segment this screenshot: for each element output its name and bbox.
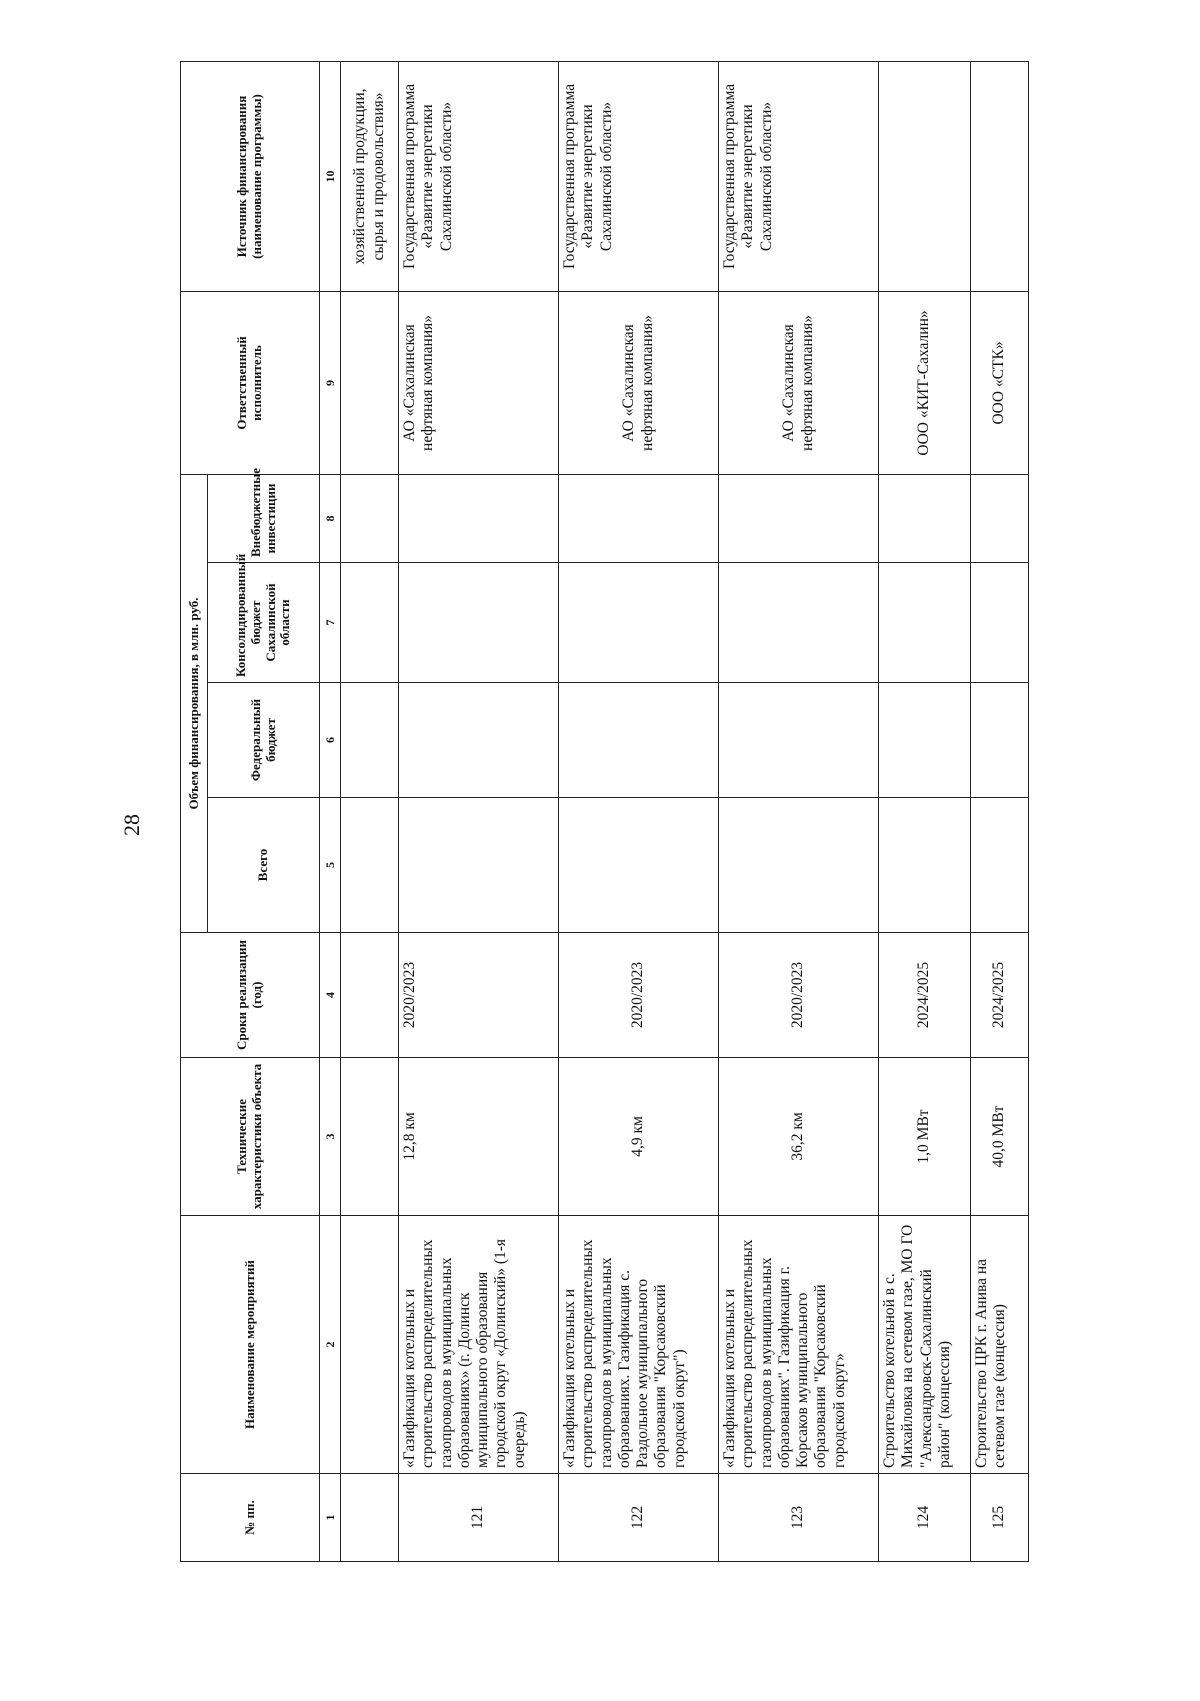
row-period: 2020/2023 <box>559 933 719 1058</box>
row-federal <box>399 683 559 798</box>
column-number: 7 <box>320 563 341 683</box>
header-extra: Внебюджетные инвестиции <box>208 474 320 562</box>
row-period: 2020/2023 <box>399 933 559 1058</box>
continuation-source: хозяйственной продукции, сырья и продовольствия» <box>341 61 399 291</box>
row-num: 125 <box>971 1474 1029 1562</box>
row-regional <box>559 563 719 683</box>
row-source: Государственная программа «Развитие энергетики Сахалинской области» <box>399 61 559 291</box>
row-regional <box>971 563 1029 683</box>
row-period: 2024/2025 <box>879 933 971 1058</box>
row-num: 121 <box>399 1474 559 1562</box>
row-source: Государственная программа «Развитие энергетики Сахалинской области» <box>559 61 719 291</box>
header-period: Сроки реализации (год) <box>181 933 320 1058</box>
row-period: 2020/2023 <box>719 933 879 1058</box>
column-number: 10 <box>320 61 341 291</box>
row-name: Строительство ЦРК г. Анива на сетевом газе (концессия) <box>971 1216 1029 1474</box>
row-tech: 1,0 МВт <box>879 1058 971 1216</box>
row-tech: 4,9 км <box>559 1058 719 1216</box>
column-number: 4 <box>320 933 341 1058</box>
row-source <box>879 61 971 291</box>
header-source: Источник финансирования (наименование программы) <box>181 61 320 291</box>
row-tech: 36,2 км <box>719 1058 879 1216</box>
rotated-table-container <box>180 62 1070 1562</box>
row-name: «Газификация котельных и строительство распределительных газопроводов в муниципальных образованиях". Газификация г. Корсаков муниципального образования "Корсаковский городской округ» <box>719 1216 879 1474</box>
row-executor: ООО «СТК» <box>971 291 1029 474</box>
row-extra <box>719 474 879 562</box>
header-num: № пп. <box>181 1474 320 1562</box>
row-tech: 12,8 км <box>399 1058 559 1216</box>
row-executor: АО «Сахалинская нефтяная компания» <box>399 291 559 474</box>
row-executor: ООО «КИТ-Сахалин» <box>879 291 971 474</box>
row-federal <box>559 683 719 798</box>
row-federal <box>719 683 879 798</box>
row-extra <box>971 474 1029 562</box>
column-number: 8 <box>320 474 341 562</box>
table-row <box>559 61 719 1561</box>
table-row <box>879 61 971 1561</box>
row-total <box>971 798 1029 933</box>
row-regional <box>879 563 971 683</box>
row-total <box>719 798 879 933</box>
row-extra <box>559 474 719 562</box>
header-total: Всего <box>208 798 320 933</box>
table-row <box>399 61 559 1561</box>
row-executor: АО «Сахалинская нефтяная компания» <box>559 291 719 474</box>
row-name: «Газификация котельных и строительство распределительных газопроводов в муниципальных образованиях. Газификация с. Раздольное муниципального образования "Корсаковский городской округ") <box>559 1216 719 1474</box>
page-number: 28 <box>119 814 144 836</box>
row-total <box>559 798 719 933</box>
row-name: «Газификация котельных и строительство распределительных газопроводов в муниципальных образованиях» (г. Долинск муниципального образования городской округ «Долинский» (1-я очередь) <box>399 1216 559 1474</box>
row-extra <box>879 474 971 562</box>
row-total <box>879 798 971 933</box>
row-name: Строительство котельной в с. Михайловка на сетевом газе, МО ГО "Александровск-Сахалинский район" (концессия) <box>879 1216 971 1474</box>
row-num: 124 <box>879 1474 971 1562</box>
column-number: 2 <box>320 1216 341 1474</box>
row-regional <box>719 563 879 683</box>
header-executor: Ответственный исполнитель <box>181 291 320 474</box>
table-row <box>719 61 879 1561</box>
column-number: 5 <box>320 798 341 933</box>
row-num: 123 <box>719 1474 879 1562</box>
row-federal <box>971 683 1029 798</box>
header-funding-group: Объем финансирования, в млн. руб. <box>181 474 208 932</box>
row-source <box>971 61 1029 291</box>
row-num: 122 <box>559 1474 719 1562</box>
column-number: 1 <box>320 1474 341 1562</box>
row-extra <box>399 474 559 562</box>
column-number: 9 <box>320 291 341 474</box>
header-regional: Консолидированный бюджет Сахалинской области <box>208 563 320 683</box>
column-number: 6 <box>320 683 341 798</box>
measures-table <box>180 61 1029 1562</box>
row-period: 2024/2025 <box>971 933 1029 1058</box>
header-federal: Федеральный бюджет <box>208 683 320 798</box>
row-tech: 40,0 МВт <box>971 1058 1029 1216</box>
header-tech: Технические характеристики объекта <box>181 1058 320 1216</box>
row-total <box>399 798 559 933</box>
table-row <box>971 61 1029 1561</box>
column-number-row <box>320 61 341 1561</box>
column-number: 3 <box>320 1058 341 1216</box>
continuation-row <box>341 61 399 1561</box>
row-regional <box>399 563 559 683</box>
header-row-1 <box>181 61 208 1561</box>
row-source: Государственная программа «Развитие энергетики Сахалинской области» <box>719 61 879 291</box>
header-name: Наименование мероприятий <box>181 1216 320 1474</box>
row-executor: АО «Сахалинская нефтяная компания» <box>719 291 879 474</box>
row-federal <box>879 683 971 798</box>
